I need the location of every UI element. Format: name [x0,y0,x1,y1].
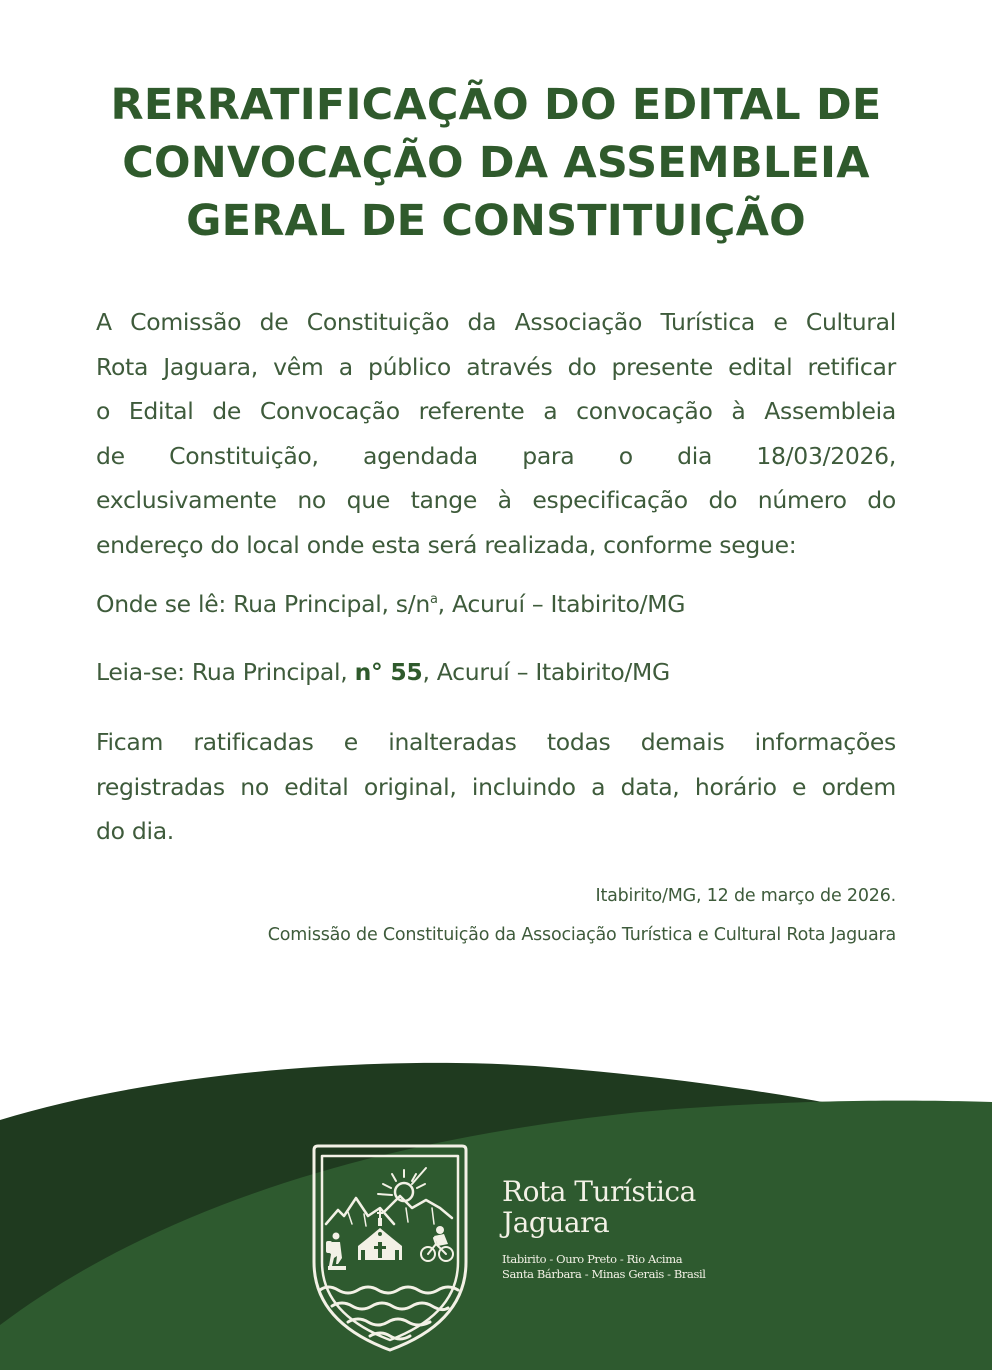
intro-line: Rota Jaguara, vêm a público através do presente edital retificar [96,352,896,381]
intro-line: o Edital de Convocação referente a convocação à Assembleia [96,397,896,425]
address-old: Onde se lê: Rua Principal, $s/n^a$, Acuruí – Itabirito/MG [96,590,686,618]
title-line-3: GERAL DE CONSTITUIÇÃO [186,196,806,246]
address-new: Leia-se: Rua Principal, n° 55, Acuruí – Itabirito/MG [96,658,670,686]
footer-wave-background [0,1020,992,1370]
intro-paragraph [96,300,896,567]
final-line: Ficam ratificadas e inalteradas todas demais informações [96,728,896,756]
brand-subtitle-line-2: Santa Bárbara - Minas Gerais - Brasil [502,1267,706,1281]
document-title [40,76,952,250]
brand-subtitle-line-1: Itabirito - Ouro Preto - Rio Acima [502,1252,683,1266]
intro-line: endereço do local onde esta será realizada, conforme segue: [96,530,797,559]
intro-line: de Constituição, agendada para o dia 18/03/2026, [96,441,896,470]
brand-block [502,1176,706,1282]
final-paragraph [96,720,896,854]
signature-place-date: Itabirito/MG, 12 de março de 2026. [595,886,896,906]
final-line: registradas no edital original, incluindo a data, horário e ordem [96,772,896,801]
title-line-2: CONVOCAÇÃO DA ASSEMBLEIA [122,138,870,188]
intro-line: A Comissão de Constituição da Associação Turística e Cultural [96,308,896,336]
signature-organization: Comissão de Constituição da Associação Turística e Cultural Rota Jaguara [267,925,896,945]
title-line-1: RERRATIFICAÇÃO DO EDITAL DE [110,80,882,130]
final-line: do dia. [96,817,174,845]
shield-crest-icon [308,1142,472,1354]
address-number: n° 55 [354,658,423,686]
footer-banner [0,1020,992,1370]
brand-name-line-2: Jaguara [502,1206,610,1239]
intro-line: exclusivamente no que tange à especificação do número do [96,486,896,514]
brand-name-line-1: Rota Turística [502,1175,696,1208]
